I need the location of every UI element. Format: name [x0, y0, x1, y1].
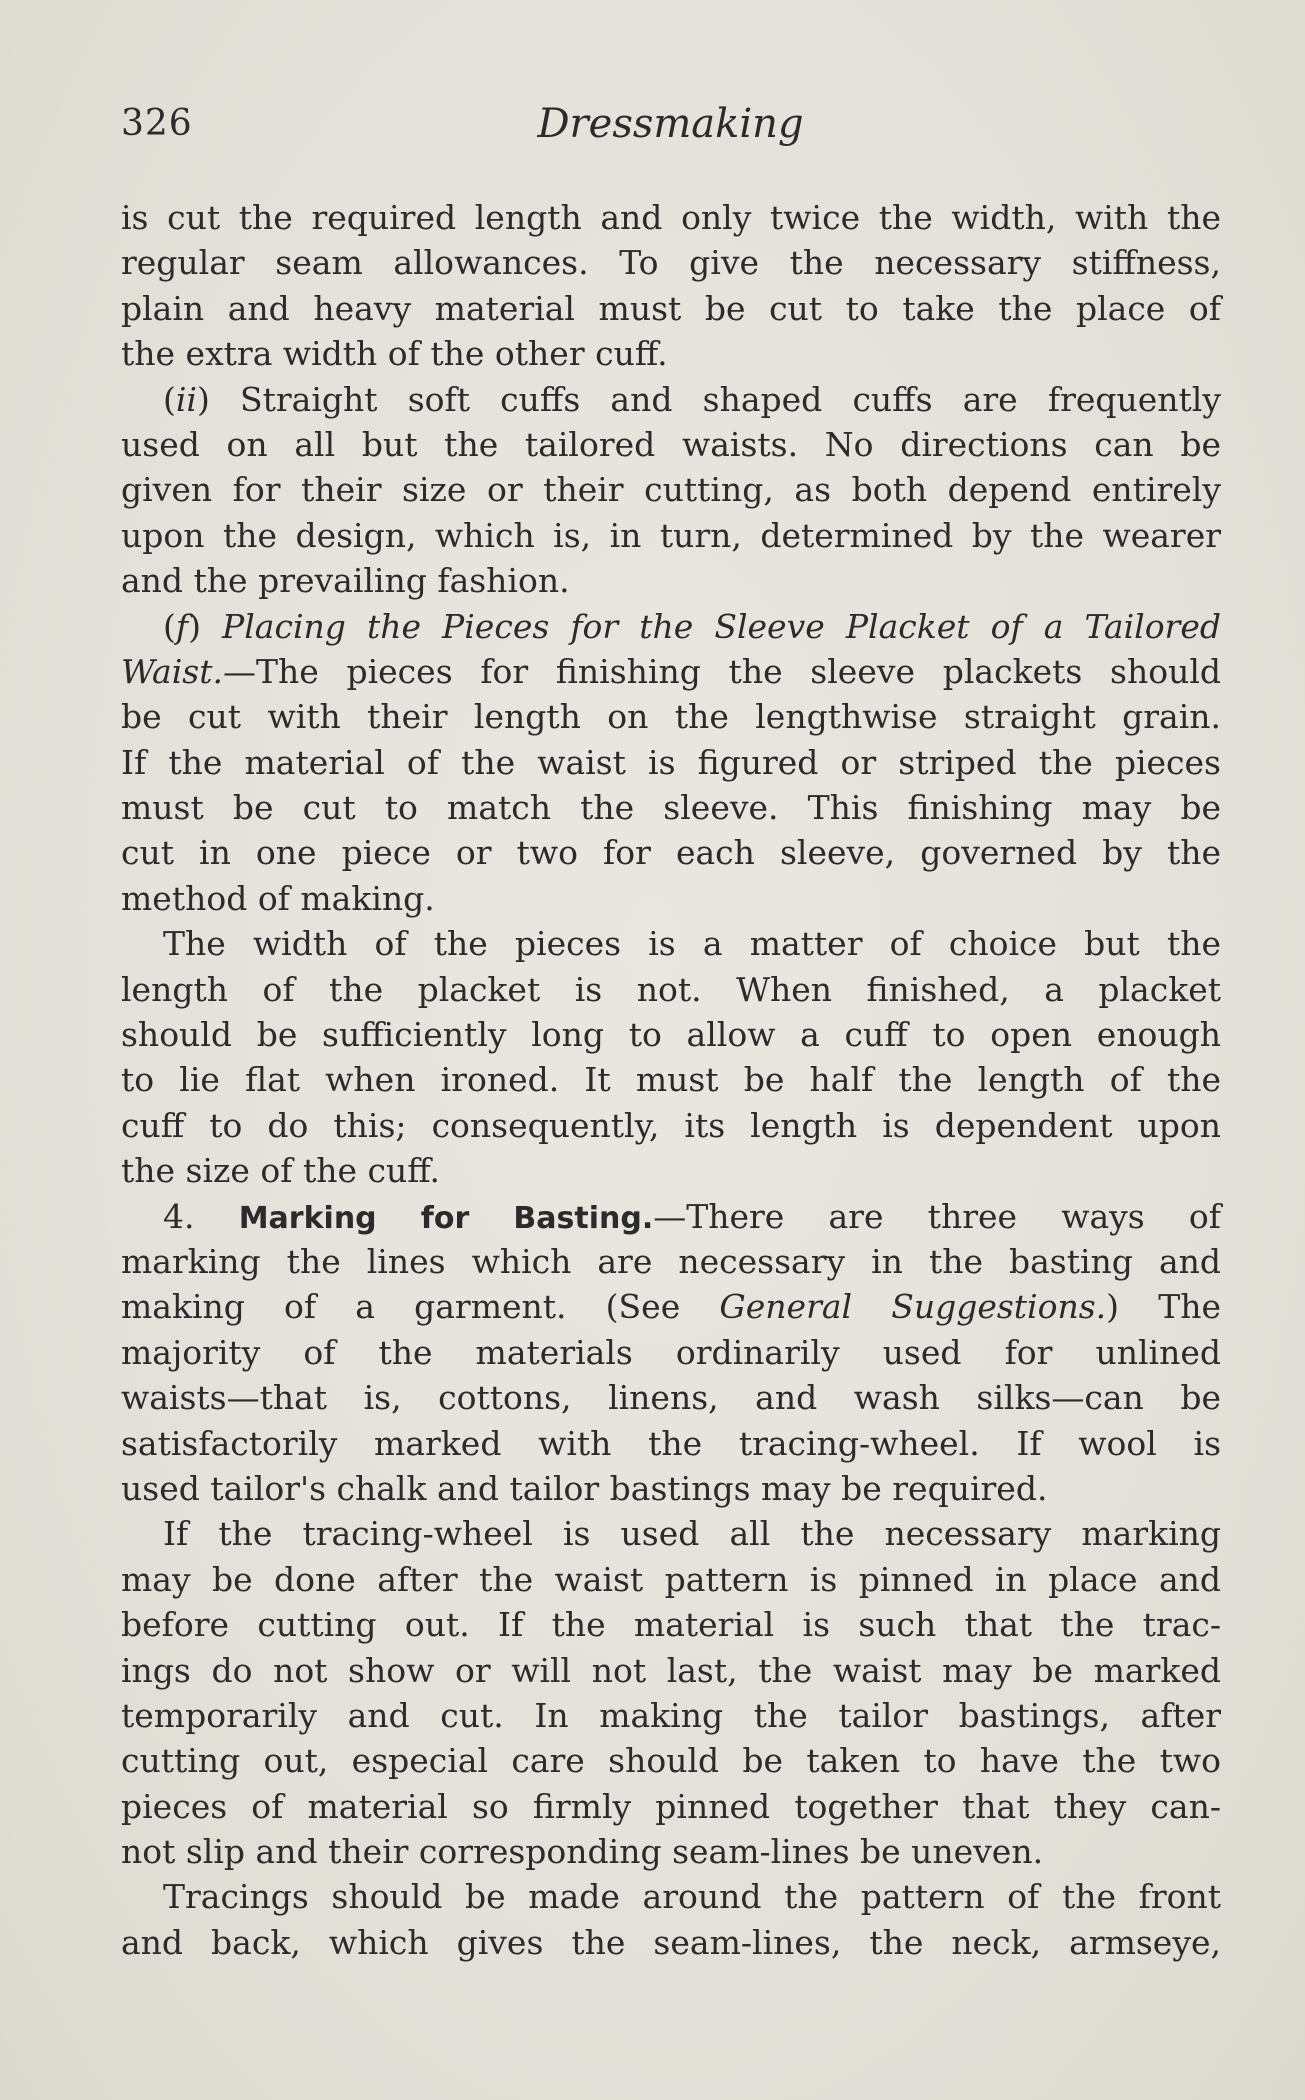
text-line: cut in one piece or two for each sleeve, governed by the	[121, 833, 1221, 873]
text-line: plain and heavy material must be cut to take the place of	[121, 288, 1221, 328]
text-line: making of a garment. (See General Suggestions.) The	[121, 1287, 1221, 1327]
text-line: must be cut to match the sleeve. This finishing may be	[121, 788, 1221, 828]
text-line: temporarily and cut. In making the tailor bastings, after	[121, 1695, 1221, 1735]
text-line: If the material of the waist is figured or striped the pieces	[121, 742, 1221, 782]
text-line: before cutting out. If the material is such that the trac-	[121, 1605, 1221, 1645]
text-line: and back, which gives the seam-lines, the neck, armseye,	[121, 1922, 1221, 1962]
running-head: Dressmaking	[537, 101, 804, 147]
text-line: used on all but the tailored waists. No directions can be	[121, 424, 1221, 464]
text-line: may be done after the waist pattern is pinned in place and	[121, 1559, 1221, 1599]
text-line: used tailor's chalk and tailor bastings may be required.	[121, 1468, 1048, 1508]
text-line: the extra width of the other cuff.	[121, 334, 668, 374]
page-number: 326	[121, 103, 193, 144]
page-header	[121, 97, 1220, 161]
italic-text: ii	[175, 379, 197, 419]
text-line: ings do not show or will not last, the waist may be marked	[121, 1650, 1221, 1690]
text-line: waists—that is, cottons, linens, and wash silks—can be	[121, 1378, 1221, 1418]
text-line: upon the design, which is, in turn, determined by the wearer	[121, 515, 1221, 555]
text-line-paragraph-start: The width of the pieces is a matter of choice but the	[163, 924, 1221, 964]
text-line: pieces of material so firmly pinned together that they can-	[121, 1786, 1221, 1826]
text-line: to lie flat when ironed. It must be half the length of the	[121, 1060, 1221, 1100]
text-line: length of the placket is not. When finished, a placket	[121, 969, 1221, 1009]
text-line: cutting out, especial care should be taken to have the two	[121, 1741, 1221, 1781]
body-text	[121, 195, 1221, 1965]
italic-text: Waist.	[121, 651, 223, 691]
text-line: be cut with their length on the lengthwise straight grain.	[121, 697, 1221, 737]
italic-text: Placing the Pieces for the Sleeve Placket of a Tailored	[222, 606, 1221, 646]
text-line: regular seam allowances. To give the necessary stiffness,	[121, 243, 1221, 283]
section-heading-bold: Marking for Basting.	[238, 1200, 654, 1236]
text-line: should be sufficiently long to allow a cuff to open enough	[121, 1015, 1221, 1055]
text-line: and the prevailing fashion.	[121, 561, 570, 601]
text-line: marking the lines which are necessary in the basting and	[121, 1241, 1221, 1281]
text-line: is cut the required length and only twice the width, with the	[121, 198, 1221, 237]
text-line-paragraph-start: If the tracing-wheel is used all the necessary marking	[163, 1514, 1221, 1554]
section-heading-line: Waist.—The pieces for finishing the sleeve plackets should	[121, 651, 1221, 691]
text-line: method of making.	[121, 878, 435, 918]
section-heading-line: (f) Placing the Pieces for the Sleeve Placket of a Tailored	[163, 606, 1221, 646]
text-line: the size of the cuff.	[121, 1151, 441, 1191]
text-line: satisfactorily marked with the tracing-wheel. If wool is	[121, 1423, 1221, 1463]
text-line: majority of the materials ordinarily used for unlined	[121, 1332, 1221, 1372]
italic-text: General Suggestions.	[719, 1287, 1107, 1327]
text-line: cuff to do this; consequently, its length is dependent upon	[121, 1105, 1221, 1145]
text-line-paragraph-start: (ii) Straight soft cuffs and shaped cuffs are frequently	[163, 379, 1221, 419]
italic-text: f	[175, 606, 189, 646]
text-line-paragraph-start: Tracings should be made around the pattern of the front	[163, 1877, 1221, 1917]
section-4-heading-line: 4. Marking for Basting.—There are three ways of	[163, 1196, 1221, 1236]
text-line: not slip and their corresponding seam-lines be uneven.	[121, 1832, 1044, 1872]
text-line: given for their size or their cutting, as both depend entirely	[121, 470, 1221, 510]
